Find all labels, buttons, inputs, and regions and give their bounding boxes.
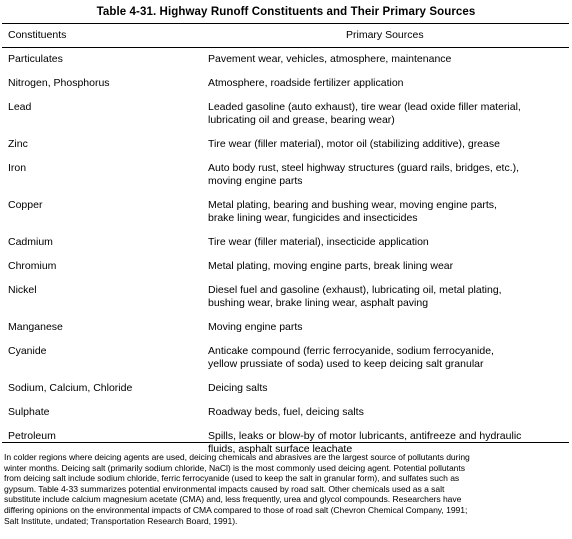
constituent-cell: Lead [8, 101, 32, 113]
column-header-primary-sources: Primary Sources [346, 29, 424, 41]
table-row [0, 162, 572, 199]
table-row [0, 382, 572, 406]
constituent-cell: Chromium [8, 260, 57, 272]
constituent-cell: Copper [8, 199, 43, 211]
table-row [0, 284, 572, 321]
source-cell: Metal plating, bearing and bushing wear, moving engine parts, brake lining wear, fungicides and insecticides [208, 199, 497, 224]
source-cell: Anticake compound (ferric ferrocyanide, sodium ferrocyanide, yellow prussiate of soda) used to keep deicing salt granular [208, 345, 494, 370]
table-row [0, 236, 572, 260]
table-row [0, 53, 572, 77]
source-cell: Leaded gasoline (auto exhaust), tire wear (lead oxide filler material, lubricating oil and grease, bearing wear) [208, 101, 521, 126]
source-cell: Spills, leaks or blow-by of motor lubricants, antifreeze and hydraulic fluids, asphalt surface leachate [208, 430, 522, 455]
body-paragraph: In colder regions where deicing agents are used, deicing chemicals and abrasives are the largest source of pollutants during winter months. Deicing salt (primarily sodium chloride, NaCl) is the most commonly used deicing agent. Potential pollutants from deicing salt include sodium chloride, ferric ferrocyanide (used to keep the salt in granular form), and sulfates such as gypsum. Table 4-33 summarizes potential environmental impacts caused by road salt. Other chemicals used as a salt substitute include calcium magnesium acetate (CMA) and, less frequently, urea and glycol compounds. Researchers have differing opinions on the environmental impacts of CMA compared to those of road salt (Chevron Chemical Company, 1991; Salt Institute, undated; Transportation Research Board, 1991). [4, 452, 470, 526]
source-cell: Pavement wear, vehicles, atmosphere, maintenance [208, 53, 452, 65]
constituent-cell: Nitrogen, Phosphorus [8, 77, 110, 89]
constituent-cell: Manganese [8, 321, 63, 333]
table-top-rule [2, 23, 569, 24]
constituent-cell: Particulates [8, 53, 63, 65]
table-header-rule [2, 47, 569, 48]
constituent-cell: Zinc [8, 138, 28, 150]
source-cell: Moving engine parts [208, 321, 303, 333]
source-cell: Metal plating, moving engine parts, break lining wear [208, 260, 454, 272]
table-row [0, 260, 572, 284]
column-header-constituents: Constituents [8, 29, 67, 41]
table-row [0, 345, 572, 382]
source-cell: Deicing salts [208, 382, 268, 394]
table-row [0, 406, 572, 430]
table-row [0, 77, 572, 101]
constituent-cell: Petroleum [8, 430, 56, 442]
table-title: Table 4-31. Highway Runoff Constituents and Their Primary Sources [96, 6, 476, 18]
source-cell: Diesel fuel and gasoline (exhaust), lubricating oil, metal plating, bushing wear, brake lining wear, asphalt paving [208, 284, 502, 309]
source-cell: Atmosphere, roadside fertilizer application [208, 77, 404, 89]
table-bottom-rule [2, 442, 569, 443]
constituent-cell: Nickel [8, 284, 37, 296]
constituent-cell: Sulphate [8, 406, 50, 418]
table-row [0, 101, 572, 138]
source-cell: Roadway beds, fuel, deicing salts [208, 406, 364, 418]
source-cell: Tire wear (filler material), insecticide application [208, 236, 429, 248]
constituent-cell: Iron [8, 162, 27, 174]
table-row [0, 138, 572, 162]
source-cell: Auto body rust, steel highway structures (guard rails, bridges, etc.), moving engine parts [208, 162, 520, 187]
table-body [0, 53, 572, 467]
table-row [0, 199, 572, 236]
source-cell: Tire wear (filler material), motor oil (stabilizing additive), grease [208, 138, 500, 150]
constituent-cell: Sodium, Calcium, Chloride [8, 382, 133, 394]
table-row [0, 321, 572, 345]
constituent-cell: Cadmium [8, 236, 53, 248]
constituent-cell: Cyanide [8, 345, 47, 357]
